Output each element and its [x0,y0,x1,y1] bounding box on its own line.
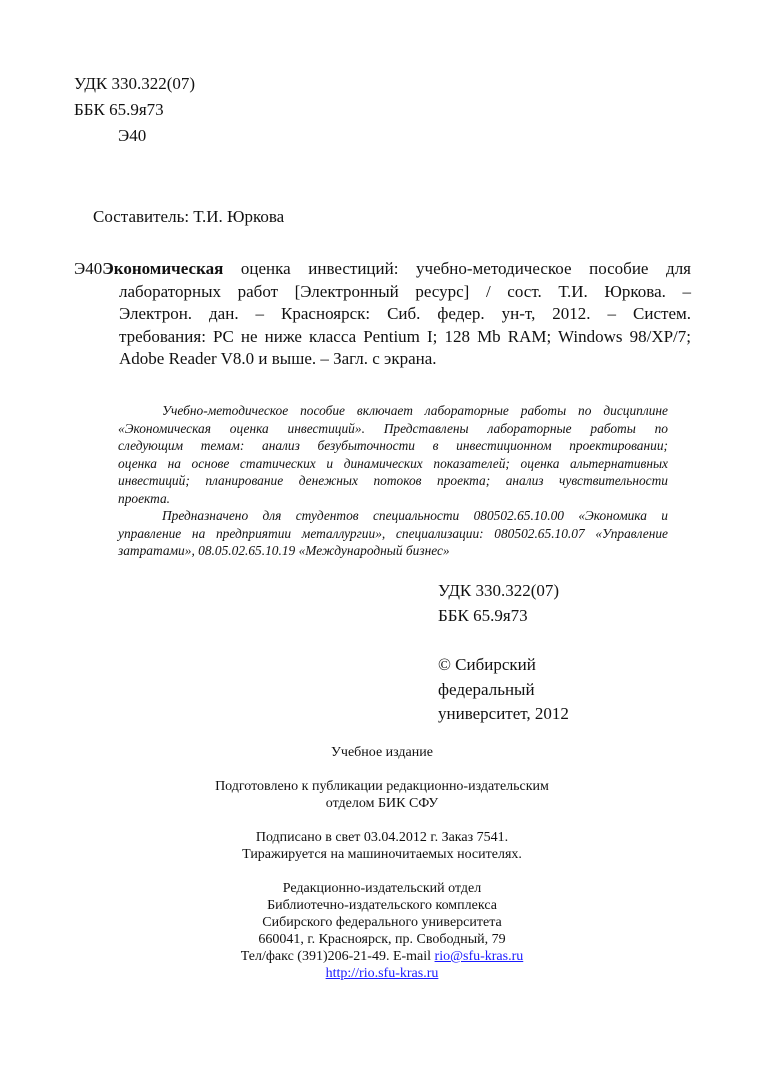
copyright-line: университет, 2012 [438,704,569,723]
dept-line: Сибирского федерального университета [262,915,502,930]
abstract-line: инвестиций; планирование денежных потоков проекта; анализ чувствительности [118,473,668,488]
abstract-line: управление на предприятии металлургии», специализации: 080502.65.10.07 «Управление [118,525,668,541]
header-bbk: ББК 65.9я73 [74,100,164,119]
dept-line: Редакционно-издательский отдел [282,881,482,896]
abstract-line: проекта. [118,490,170,506]
abstract-line: затратами», 08.05.02.65.10.19 «Международный бизнес» [118,543,450,558]
copyright-line: федеральный [438,679,535,699]
header-udk: УДК 330.322(07) [74,74,196,93]
right-classification-block [438,579,569,727]
bib-line-1 [74,258,691,281]
copyright-line: © Сибирский [438,655,536,674]
copies-line: Тиражируется на машиночитаемых носителях. [242,847,522,862]
abstract-line: оценка на основе статических и динамических показателей; оценка альтернативных [118,455,668,471]
website-link[interactable]: http://rio.sfu-kras.ru [325,966,439,981]
phone-text: Тел/факс (391)206-21-49. E-mail [240,949,435,964]
address-line: 660041, г. Красноярск, пр. Свободный, 79 [258,932,506,947]
bib-line-4: требования: PC не ниже класса Pentium I; 128 Mb RAM; Windows 98/XP/7; [119,326,691,346]
header-author-code: Э40 [118,126,147,145]
bib-line-5: Adobe Reader V8.0 и выше. – Загл. с экрана. [119,349,437,368]
bibliographic-record [74,258,691,371]
right-bbk: ББК 65.9я73 [438,605,528,625]
abstract-line: следующим темам: анализ безубыточности в инвестиционном проектировании; [118,438,668,453]
bib-line-2: лабораторных работ [Электронный ресурс] / сост. Т.И. Юркова. – [119,281,691,301]
edition-type: Учебное издание [331,745,433,760]
abstract [118,402,668,560]
dept-line: Библиотечно-издательского комплекса [267,898,497,913]
bib-line-1-rest: оценка инвестиций: учебно-методическое пособие для [223,259,691,278]
signed-line: Подписано в свет 03.04.2012 г. Заказ 7541. [255,830,509,845]
spacer [0,761,764,778]
spacer [0,812,764,829]
abstract-line: Предназначено для студентов специальности 080502.65.10.00 «Экономика и [162,508,668,523]
bib-line-3: Электрон. дан. – Красноярск: Сиб. федер. ун-т, 2012. – Систем. [119,304,691,323]
contact-line [0,948,764,965]
abstract-line: Учебно-методическое пособие включает лабораторные работы по дисциплине [162,403,668,418]
spacer [438,628,569,653]
bib-title-bold: Экономическая [102,259,224,278]
imprint-block [0,744,764,982]
abstract-line: «Экономическая оценка инвестиций». Представлены лабораторные работы по [118,420,668,436]
prepared-line: Подготовлено к публикации редакционно-издательским [215,779,549,794]
website-line [0,965,764,982]
email-link[interactable]: rio@sfu-kras.ru [434,949,524,964]
right-udk: УДК 330.322(07) [438,581,560,600]
spacer [0,863,764,880]
compiler-line: Составитель: Т.И. Юркова [93,207,285,226]
bib-code: Э40 [74,259,103,278]
prepared-line: отделом БИК СФУ [325,796,439,811]
